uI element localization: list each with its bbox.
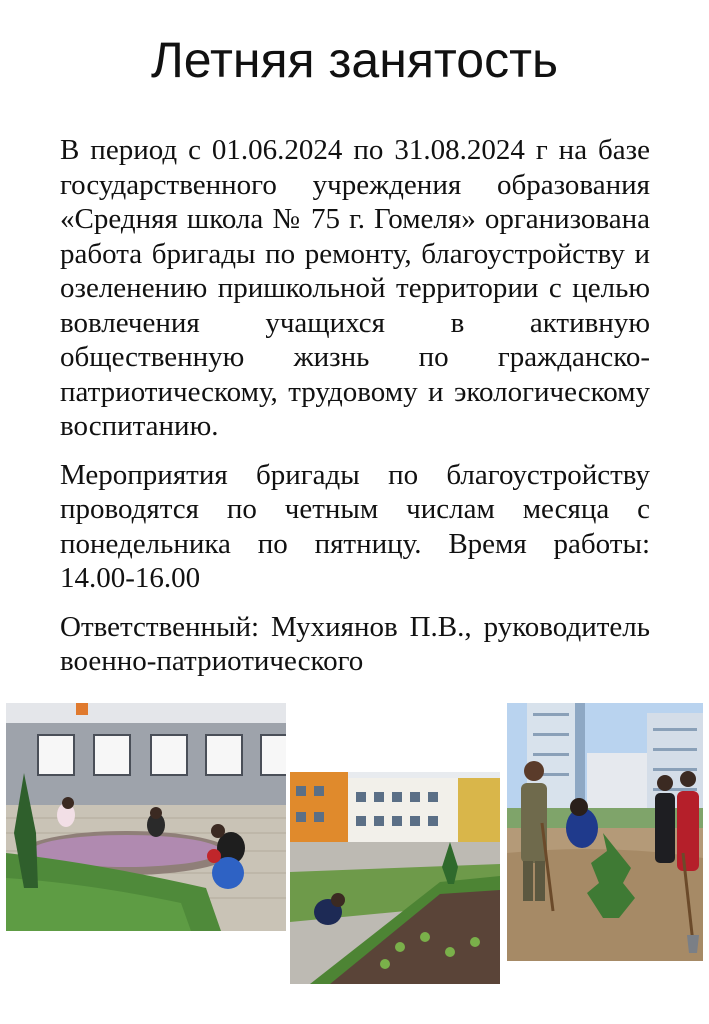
photo-flowerbed-weeding [6,703,286,931]
paragraph-period: В период с 01.06.2024 по 31.08.2024 г на базе государственного учреждения образования «Средняя школа № 75 г. Гомеля» организована работа бригады по ремонту, благоустройству и озеленению пришкольной территории с целью вовлечения учащихся в активную общественную жизнь по гражданско-патриотическому, трудовому и экологическому воспитанию. [60,134,650,442]
photo-tree-planting [507,703,703,961]
page-title: Летняя занятость [150,32,559,88]
paragraph-schedule: Мероприятия бригады по благоустройству проводятся по четным числам месяца с понедельника по пятницу. Время работы: 14.00-16.00 [60,458,650,594]
photo-garden-planting [290,772,500,984]
paragraph-responsible: Ответственный: Мухиянов П.В., руководитель военно-патриотического [60,610,650,677]
body-text [60,133,650,693]
